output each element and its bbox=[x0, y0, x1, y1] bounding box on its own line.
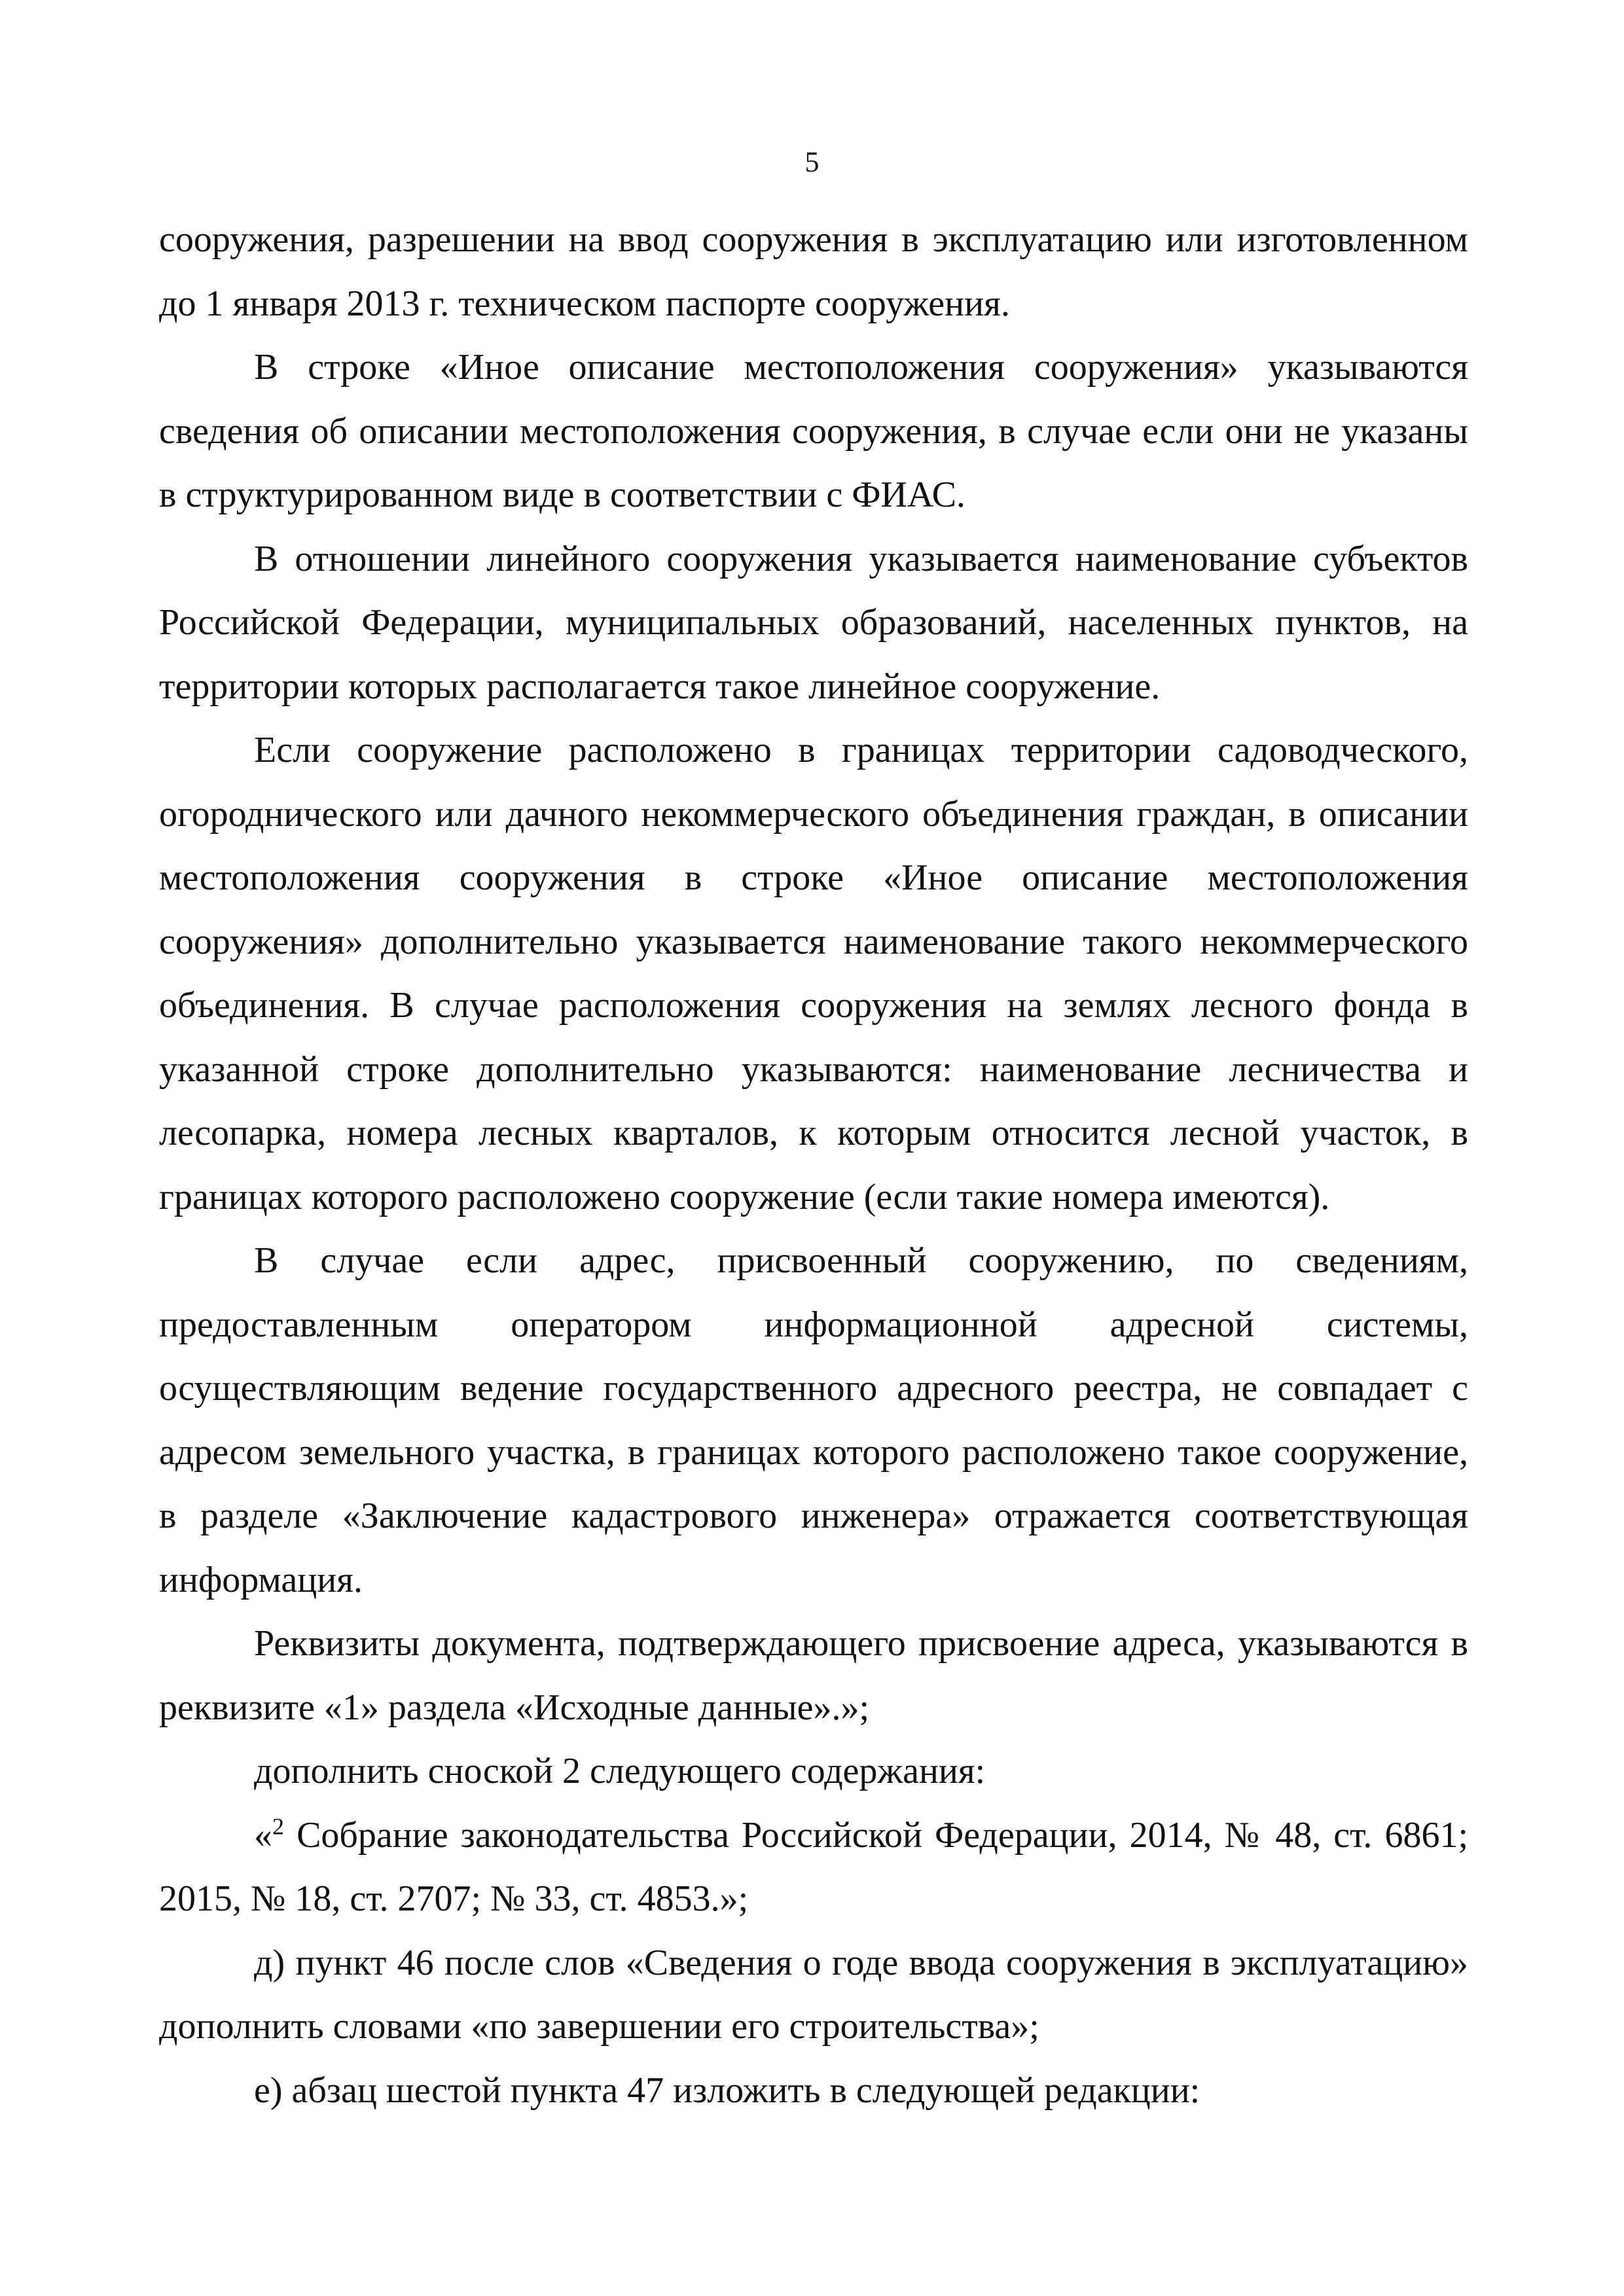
amendment-e: е) абзац шестой пункта 47 изложить в следующей редакции: bbox=[254, 2070, 1200, 2111]
paragraph-garden-association: Если сооружение расположено в границах территории садоводческого, огороднического или дачного некоммерческого объединения граждан, в описании местоположения сооружения в строке «Иное описание местоположения сооружения» дополнительно указывается наименование такого некоммерческого объединения. В случае расположения сооружения на землях лесного фонда в указанной строке дополнительно указываются: наименование лесничества и лесопарка, номера лесных кварталов, к которым относится лесной участок, в границах которого расположено сооружение (если такие номера имеются). bbox=[159, 730, 1468, 1217]
paragraph-address-document: Реквизиты документа, подтверждающего присвоение адреса, указываются в реквизите «1» раздела «Исходные данные».»; bbox=[159, 1623, 1468, 1728]
footnote-body: Собрание законодательства Российской Федерации, 2014, № 48, ст. 6861; 2015, № 18, ст. 2707; № 33, ст. 4853.»; bbox=[159, 1814, 1468, 1919]
page-number: 5 bbox=[804, 146, 820, 178]
footnote-text bbox=[159, 1804, 1468, 1931]
document-body bbox=[159, 208, 1468, 2123]
paragraph-add-footnote: дополнить сноской 2 следующего содержания: bbox=[254, 1751, 986, 1791]
footnote-marker: 2 bbox=[272, 1812, 284, 1839]
footnote-open-quote: « bbox=[254, 1814, 272, 1856]
paragraph-linear-structure: В отношении линейного сооружения указывается наименование субъектов Российской Федерации, муниципальных образований, населенных пунктов, на территории которых располагается такое линейное сооружение. bbox=[159, 538, 1468, 707]
amendment-d: д) пункт 46 после слов «Сведения о годе ввода сооружения в эксплуатацию» дополнить словами «по завершении его строительства»; bbox=[159, 1942, 1468, 2047]
paragraph-other-location: В строке «Иное описание местоположения сооружения» указываются сведения об описании местоположения сооружения, в случае если они не указаны в структурированном виде в соответствии с ФИАС. bbox=[159, 347, 1468, 515]
paragraph-address-mismatch: В случае если адрес, присвоенный сооружению, по сведениям, предоставленным оператором информационной адресной системы, осуществляющим ведение государственного адресного реестра, не совпадает с адресом земельного участка, в границах которого расположено такое сооружение, в разделе «Заключение кадастрового инженера» отражается соответствующая информация. bbox=[159, 1240, 1468, 1600]
paragraph-continuation: сооружения, разрешении на ввод сооружения в эксплуатацию или изготовленном до 1 января 2013 г. техническом паспорте сооружения. bbox=[159, 219, 1468, 324]
